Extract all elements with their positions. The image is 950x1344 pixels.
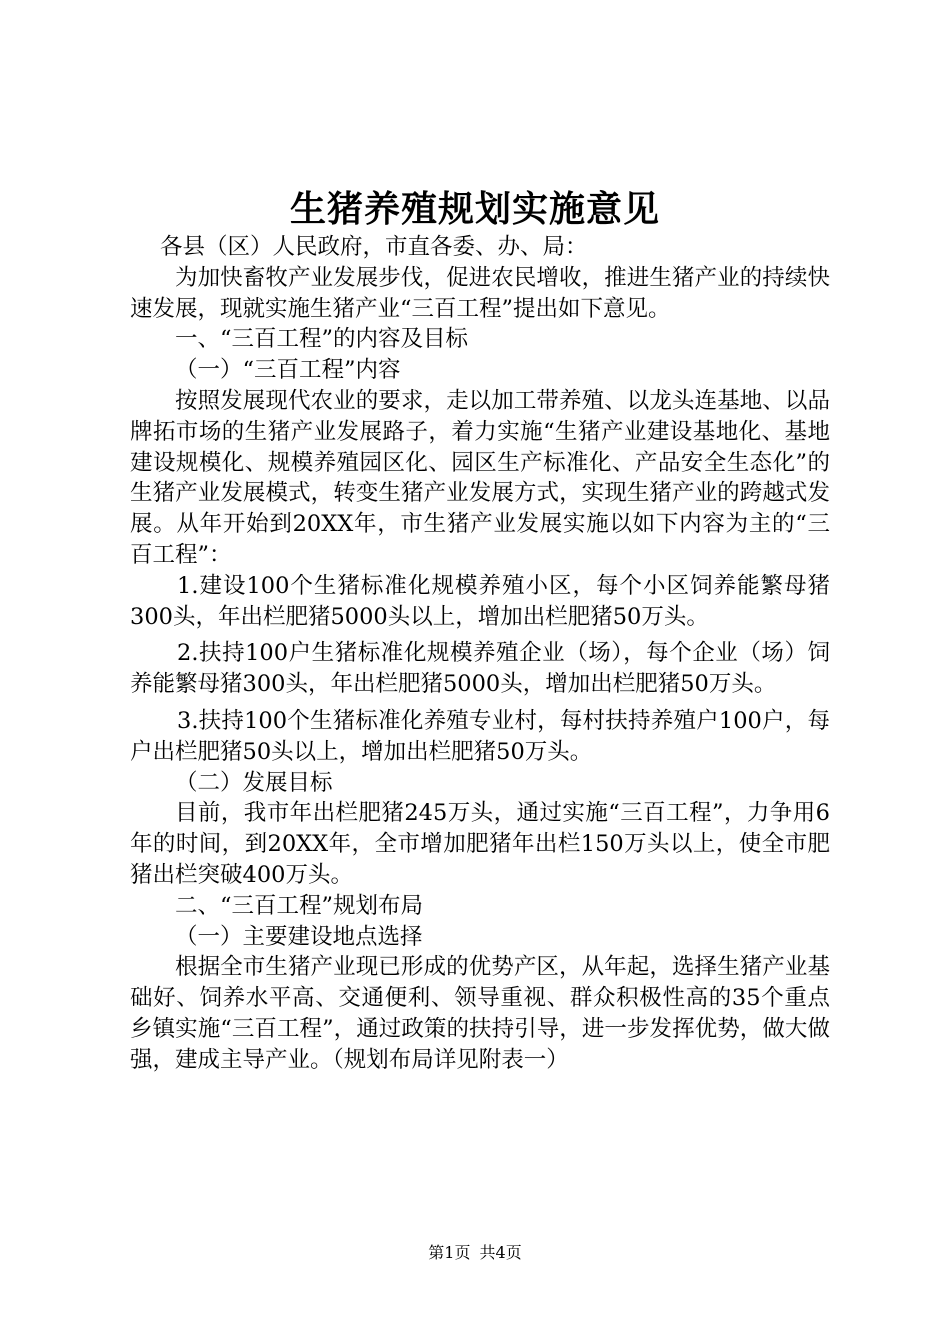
subsection-heading-1-1: （一）“三百工程”内容 <box>175 357 401 384</box>
document-title: 生猪养殖规划实施意见 <box>289 188 660 230</box>
list-item-3: 3.扶持100个生猪标准化养殖专业村，每村扶持养殖户100户，每户出栏肥猪50头以上，增加出栏肥猪50万头。 <box>130 707 830 765</box>
section-heading-2: 二、“三百工程”规划布局 <box>175 892 424 919</box>
list-item-1: 1.建设100个生猪标准化规模养殖小区，每个小区饲养能繁母猪300头，年出栏肥猪5000头以上，增加出栏肥猪50万头。 <box>130 572 830 630</box>
body-paragraph: 目前，我市年出栏肥猪245万头，通过实施“三百工程”，力争用6年的时间，到20XX年，全市增加肥猪年出栏150万头以上，使全市肥猪出栏突破400万头。 <box>130 800 830 888</box>
body-paragraph: 按照发展现代农业的要求，走以加工带养殖、以龙头连基地、以品牌拓市场的生猪产业发展路子，着力实施“生猪产业建设基地化、基地建设规模化、规模养殖园区化、园区生产标准化、产品安全生态化”的生猪产业发展模式，转变生猪产业发展方式，实现生猪产业的跨越式发展。从年开始到20XX年，市生猪产业发展实施以如下内容为主的“三百工程”： <box>130 387 830 568</box>
list-item-2: 2.扶持100户生猪标准化规模养殖企业（场），每个企业（场）饲养能繁母猪300头，年出栏肥猪5000头，增加出栏肥猪50万头。 <box>130 640 830 698</box>
salutation-paragraph: 各县（区）人民政府，市直各委、办、局： <box>160 234 588 260</box>
body-paragraph: 根据全市生猪产业现已形成的优势产区，从年起，选择生猪产业基础好、饲养水平高、交通便利、领导重视、群众积极性高的35个重点乡镇实施“三百工程”，通过政策的扶持引导，进一步发挥优势，做大做强，建成主导产业。（规划布局详见附表一） <box>130 954 830 1073</box>
document-body <box>130 232 830 1076</box>
section-heading-1: 一、“三百工程”的内容及目标 <box>175 326 469 353</box>
subsection-heading-1-2: （二）发展目标 <box>175 769 333 796</box>
page-footer: 第1页 共4页 <box>428 1243 522 1262</box>
subsection-heading-2-1: （一）主要建设地点选择 <box>175 923 423 950</box>
intro-paragraph: 为加快畜牧产业发展步伐，促进农民增收，推进生猪产业的持续快速发展，现就实施生猪产业“三百工程”提出如下意见。 <box>130 264 830 322</box>
